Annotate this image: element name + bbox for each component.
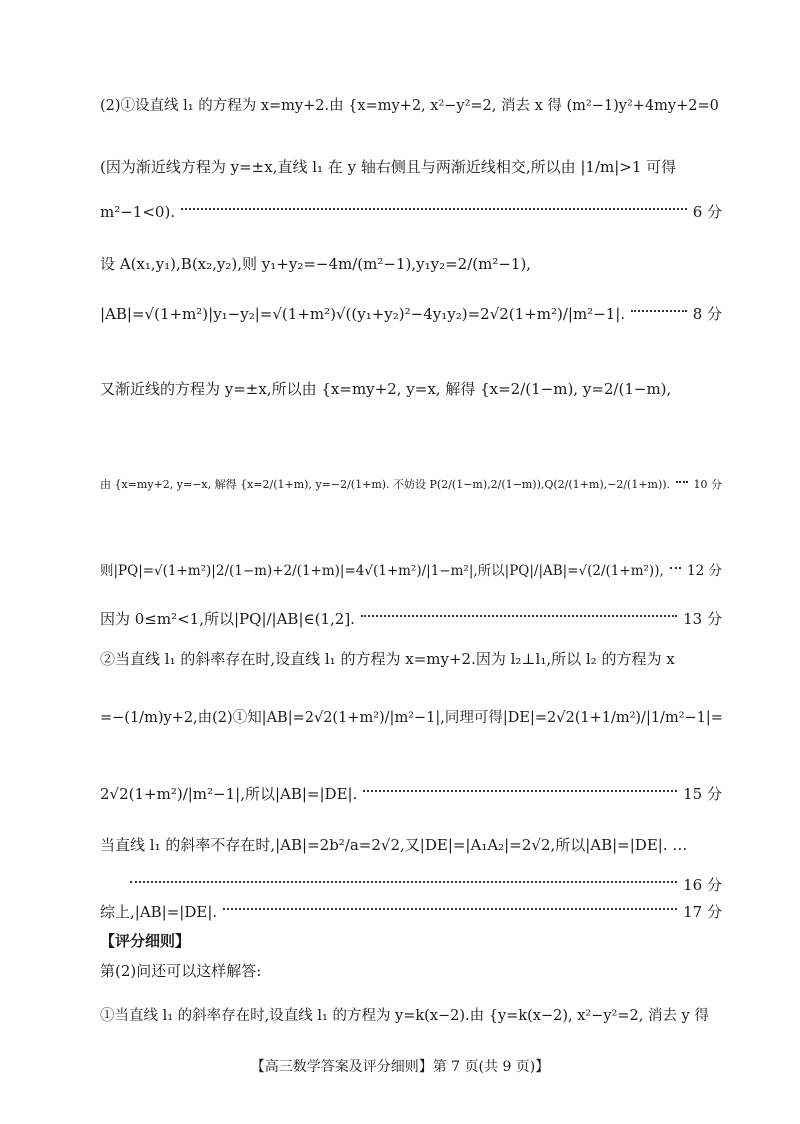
score-label: 17 分 [683, 903, 722, 921]
solution-line [100, 876, 722, 894]
line-text: 综上,|AB|=|DE|. [100, 903, 218, 921]
line-text: 因为 0≤m²<1,所以|PQ|/|AB|∈(1,2]. [100, 610, 355, 628]
line-text: |AB|=√(1+m²)|y₁−y₂|=√(1+m²)√((y₁+y₂)²−4y₁y₂)=2√2(1+m²)/|m²−1|. [100, 305, 626, 323]
score-label: 10 分 [693, 478, 722, 491]
line-text: 当直线 l₁ 的斜率不存在时,|AB|=2b²/a=2√2,又|DE|=|A₁A₂|=2√2,所以|AB|=|DE|. … [100, 836, 688, 854]
score-label: 15 分 [683, 785, 722, 803]
page-footer: 【高三数学答案及评分细则】第 7 页(共 9 页)】 [250, 1059, 550, 1075]
dotted-leader [223, 908, 677, 910]
section-heading [100, 932, 722, 950]
dotted-leader [670, 567, 681, 569]
solution-line [100, 255, 722, 273]
solution-line [100, 903, 722, 921]
solution-line [100, 610, 722, 628]
line-text: 则|PQ|=√(1+m²)|2/(1−m)+2/(1+m)|=4√(1+m²)/|1−m²|,所以|PQ|/|AB|=√(2/(1+m²)), [100, 563, 664, 579]
line-text: 设 A(x₁,y₁),B(x₂,y₂),则 y₁+y₂=−4m/(m²−1),y₁y₂=2/(m²−1), [100, 255, 532, 273]
solution-line [100, 710, 722, 727]
dotted-leader [631, 310, 687, 312]
solution-line [100, 203, 722, 221]
solution-line [100, 305, 722, 323]
line-text: 又渐近线的方程为 y=±x,所以由 {x=my+2, y=x, 解得 {x=2/(1−m), y=2/(1−m), [100, 380, 672, 398]
line-text: m²−1<0). [100, 203, 176, 221]
line-text: =−(1/m)y+2,由(2)①知|AB|=2√2(1+m²)/|m²−1|,同理可得|DE|=2√2(1+1/m²)/|1/m²−1|= [100, 710, 723, 726]
solution-line [100, 836, 722, 854]
solution-line [100, 1008, 722, 1025]
score-label: 12 分 [687, 563, 722, 579]
solution-line [100, 650, 722, 668]
line-text: 由 {x=my+2, y=−x, 解得 {x=2/(1+m), y=−2/(1+m). 不妨设 P(2/(1−m),2/(1−m)),Q(2/(1+m),−2/(1+m)). [100, 478, 671, 491]
dotted-leader [363, 790, 677, 792]
line-text: ①当直线 l₁ 的斜率存在时,设直线 l₁ 的方程为 y=k(x−2).由 {y=k(x−2), x²−y²=2, 消去 y 得 [100, 1008, 709, 1024]
dotted-leader [361, 615, 677, 617]
solution-line [100, 158, 722, 176]
solution-line [100, 380, 722, 398]
solution-line [100, 478, 722, 491]
solution-line [100, 785, 722, 803]
score-label: 16 分 [683, 876, 722, 894]
dotted-leader [130, 881, 677, 883]
line-text: (2)①设直线 l₁ 的方程为 x=my+2.由 {x=my+2, x²−y²=2, 消去 x 得 (m²−1)y²+4my+2=0 [100, 98, 719, 114]
score-label: 8 分 [692, 305, 722, 323]
line-text: (因为渐近线方程为 y=±x,直线 l₁ 在 y 轴右侧且与两渐近线相交,所以由 |1/m|>1 可得 [100, 158, 677, 176]
solution-line [100, 563, 722, 579]
line-text: 第(2)问还可以这样解答: [100, 962, 262, 980]
line-text: 2√2(1+m²)/|m²−1|,所以|AB|=|DE|. [100, 785, 358, 803]
dotted-leader [676, 481, 687, 483]
line-text: ②当直线 l₁ 的斜率存在时,设直线 l₁ 的方程为 x=my+2.因为 l₂⊥l₁,所以 l₂ 的方程为 x [100, 650, 675, 668]
solution-line [100, 962, 722, 980]
dotted-leader [181, 208, 687, 210]
solution-line [100, 98, 722, 115]
line-text: 【评分细则】 [100, 932, 191, 950]
score-label: 6 分 [692, 203, 722, 221]
score-label: 13 分 [683, 610, 722, 628]
